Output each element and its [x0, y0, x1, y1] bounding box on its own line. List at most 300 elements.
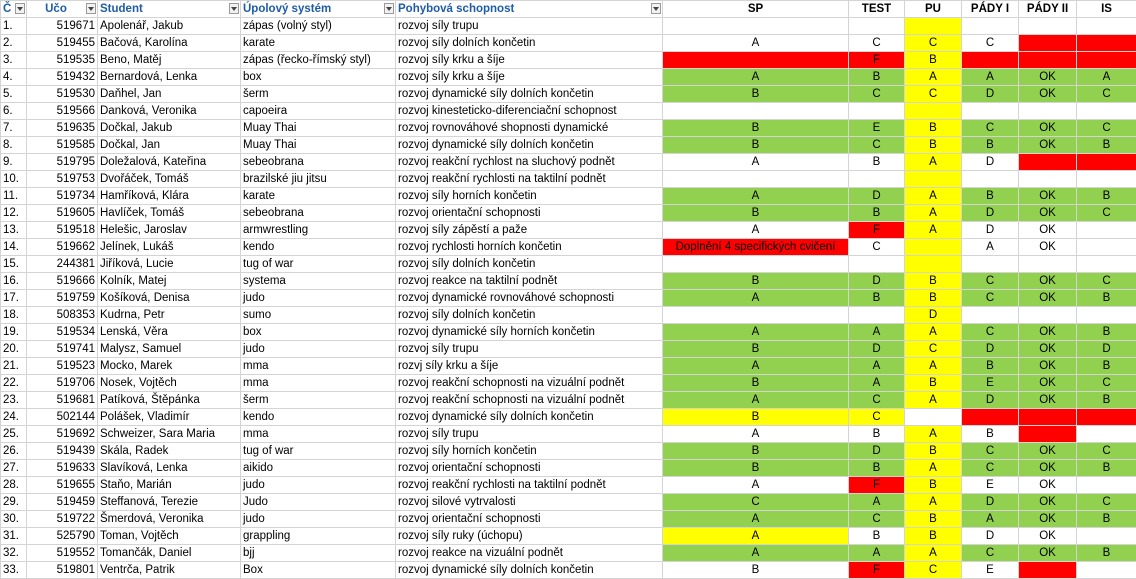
- sp-cell[interactable]: [663, 171, 849, 188]
- test-cell[interactable]: B: [849, 154, 905, 171]
- uco-cell[interactable]: 244381: [27, 256, 98, 273]
- pady-2-cell[interactable]: OK: [1019, 511, 1077, 528]
- student-cell[interactable]: Nosek, Vojtěch: [98, 375, 241, 392]
- pady-1-cell[interactable]: A: [962, 69, 1019, 86]
- is-cell[interactable]: [1077, 409, 1136, 426]
- sp-cell[interactable]: A: [663, 511, 849, 528]
- pady-2-cell[interactable]: OK: [1019, 205, 1077, 222]
- row-number-cell[interactable]: 1.: [1, 18, 27, 35]
- uco-cell[interactable]: 519518: [27, 222, 98, 239]
- upolovy-system-cell[interactable]: mma: [241, 375, 396, 392]
- pu-cell[interactable]: [905, 18, 962, 35]
- is-cell[interactable]: C: [1077, 494, 1136, 511]
- pohybova-schopnost-cell[interactable]: rozvoj síly krku a šíje: [396, 69, 663, 86]
- test-cell[interactable]: A: [849, 324, 905, 341]
- pady-2-cell[interactable]: [1019, 154, 1077, 171]
- pady-2-cell[interactable]: OK: [1019, 137, 1077, 154]
- row-number-cell[interactable]: 4.: [1, 69, 27, 86]
- test-cell[interactable]: F: [849, 477, 905, 494]
- sp-cell[interactable]: B: [663, 460, 849, 477]
- pady-1-cell[interactable]: C: [962, 273, 1019, 290]
- uco-cell[interactable]: 508353: [27, 307, 98, 324]
- pohybova-schopnost-cell[interactable]: rozvoj rychlosti horních končetin: [396, 239, 663, 256]
- row-number-cell[interactable]: 25.: [1, 426, 27, 443]
- student-cell[interactable]: Šmerdová, Veronika: [98, 511, 241, 528]
- is-cell[interactable]: B: [1077, 137, 1136, 154]
- pu-cell[interactable]: [905, 103, 962, 120]
- test-cell[interactable]: C: [849, 35, 905, 52]
- student-cell[interactable]: Dvořáček, Tomáš: [98, 171, 241, 188]
- student-cell[interactable]: Bernardová, Lenka: [98, 69, 241, 86]
- pady-1-cell[interactable]: [962, 409, 1019, 426]
- upolovy-system-cell[interactable]: box: [241, 69, 396, 86]
- uco-cell[interactable]: 519585: [27, 137, 98, 154]
- sp-cell[interactable]: A: [663, 477, 849, 494]
- pady-2-cell[interactable]: OK: [1019, 120, 1077, 137]
- uco-cell[interactable]: 519795: [27, 154, 98, 171]
- is-cell[interactable]: [1077, 256, 1136, 273]
- column-header-test[interactable]: TEST: [849, 1, 905, 18]
- is-cell[interactable]: C: [1077, 205, 1136, 222]
- uco-cell[interactable]: 519455: [27, 35, 98, 52]
- test-cell[interactable]: F: [849, 222, 905, 239]
- pady-2-cell[interactable]: OK: [1019, 239, 1077, 256]
- sp-cell[interactable]: [663, 256, 849, 273]
- pohybova-schopnost-cell[interactable]: rozvoj dynamické síly dolních končetin: [396, 137, 663, 154]
- pu-cell[interactable]: [905, 239, 962, 256]
- pohybova-schopnost-cell[interactable]: rozvoj reakční rychlosti na taktilní podnět: [396, 477, 663, 494]
- pohybova-schopnost-cell[interactable]: rozvoj síly horních končetin: [396, 443, 663, 460]
- pu-cell[interactable]: C: [905, 562, 962, 579]
- student-cell[interactable]: Havlíček, Tomáš: [98, 205, 241, 222]
- uco-cell[interactable]: 502144: [27, 409, 98, 426]
- pady-1-cell[interactable]: C: [962, 460, 1019, 477]
- filter-dropdown-icon[interactable]: [86, 3, 96, 14]
- student-cell[interactable]: Apolenář, Jakub: [98, 18, 241, 35]
- row-number-cell[interactable]: 29.: [1, 494, 27, 511]
- pady-1-cell[interactable]: D: [962, 494, 1019, 511]
- pohybova-schopnost-cell[interactable]: rozvoj dynamické síly dolních končetin: [396, 86, 663, 103]
- uco-cell[interactable]: 519432: [27, 69, 98, 86]
- row-number-cell[interactable]: 22.: [1, 375, 27, 392]
- pady-2-cell[interactable]: [1019, 426, 1077, 443]
- is-cell[interactable]: B: [1077, 460, 1136, 477]
- row-number-cell[interactable]: 10.: [1, 171, 27, 188]
- upolovy-system-cell[interactable]: bjj: [241, 545, 396, 562]
- pady-2-cell[interactable]: OK: [1019, 477, 1077, 494]
- pady-1-cell[interactable]: A: [962, 239, 1019, 256]
- sp-cell[interactable]: B: [663, 205, 849, 222]
- test-cell[interactable]: D: [849, 341, 905, 358]
- is-cell[interactable]: [1077, 307, 1136, 324]
- sp-cell[interactable]: [663, 103, 849, 120]
- pady-2-cell[interactable]: OK: [1019, 188, 1077, 205]
- sp-cell[interactable]: B: [663, 137, 849, 154]
- pady-2-cell[interactable]: OK: [1019, 86, 1077, 103]
- pu-cell[interactable]: D: [905, 307, 962, 324]
- uco-cell[interactable]: 519633: [27, 460, 98, 477]
- student-cell[interactable]: Mocko, Marek: [98, 358, 241, 375]
- test-cell[interactable]: C: [849, 137, 905, 154]
- pu-cell[interactable]: A: [905, 392, 962, 409]
- pu-cell[interactable]: B: [905, 375, 962, 392]
- is-cell[interactable]: B: [1077, 392, 1136, 409]
- pohybova-schopnost-cell[interactable]: rozvoj reakční rychlosti na taktilní podnět: [396, 171, 663, 188]
- pady-2-cell[interactable]: OK: [1019, 69, 1077, 86]
- row-number-cell[interactable]: 17.: [1, 290, 27, 307]
- sp-cell[interactable]: B: [663, 120, 849, 137]
- pohybova-schopnost-cell[interactable]: rozvoj dynamické síly horních končetin: [396, 324, 663, 341]
- pady-2-cell[interactable]: [1019, 18, 1077, 35]
- upolovy-system-cell[interactable]: judo: [241, 477, 396, 494]
- test-cell[interactable]: [849, 18, 905, 35]
- upolovy-system-cell[interactable]: aikido: [241, 460, 396, 477]
- is-cell[interactable]: [1077, 562, 1136, 579]
- row-number-cell[interactable]: 28.: [1, 477, 27, 494]
- pohybova-schopnost-cell[interactable]: rozvoj kinesteticko-diferenciační schopnost: [396, 103, 663, 120]
- sp-cell[interactable]: [663, 307, 849, 324]
- upolovy-system-cell[interactable]: sebeobrana: [241, 205, 396, 222]
- sp-cell[interactable]: A: [663, 290, 849, 307]
- pohybova-schopnost-cell[interactable]: rozvj síly krku a šíje: [396, 358, 663, 375]
- upolovy-system-cell[interactable]: sebeobrana: [241, 154, 396, 171]
- pady-2-cell[interactable]: [1019, 171, 1077, 188]
- student-cell[interactable]: Slavíková, Lenka: [98, 460, 241, 477]
- test-cell[interactable]: A: [849, 545, 905, 562]
- upolovy-system-cell[interactable]: judo: [241, 341, 396, 358]
- filter-dropdown-icon[interactable]: [384, 3, 394, 14]
- pu-cell[interactable]: B: [905, 52, 962, 69]
- sp-cell[interactable]: B: [663, 443, 849, 460]
- pohybova-schopnost-cell[interactable]: rozvoj síly trupu: [396, 341, 663, 358]
- test-cell[interactable]: [849, 103, 905, 120]
- row-number-cell[interactable]: 23.: [1, 392, 27, 409]
- pady-1-cell[interactable]: [962, 18, 1019, 35]
- pady-2-cell[interactable]: OK: [1019, 273, 1077, 290]
- is-cell[interactable]: [1077, 477, 1136, 494]
- test-cell[interactable]: C: [849, 86, 905, 103]
- uco-cell[interactable]: 519759: [27, 290, 98, 307]
- uco-cell[interactable]: 519439: [27, 443, 98, 460]
- sp-cell[interactable]: B: [663, 409, 849, 426]
- pohybova-schopnost-cell[interactable]: rozvoj silové vytrvalosti: [396, 494, 663, 511]
- upolovy-system-cell[interactable]: Box: [241, 562, 396, 579]
- student-cell[interactable]: Ventrča, Patrik: [98, 562, 241, 579]
- uco-cell[interactable]: 519552: [27, 545, 98, 562]
- pady-1-cell[interactable]: [962, 103, 1019, 120]
- pu-cell[interactable]: C: [905, 86, 962, 103]
- pady-1-cell[interactable]: C: [962, 120, 1019, 137]
- pohybova-schopnost-cell[interactable]: rozvoj dynamické síly dolních končetin: [396, 409, 663, 426]
- sp-cell[interactable]: A: [663, 69, 849, 86]
- pady-2-cell[interactable]: OK: [1019, 375, 1077, 392]
- sp-cell[interactable]: [663, 52, 849, 69]
- pady-1-cell[interactable]: B: [962, 426, 1019, 443]
- student-cell[interactable]: Helešic, Jaroslav: [98, 222, 241, 239]
- pady-1-cell[interactable]: C: [962, 443, 1019, 460]
- pu-cell[interactable]: B: [905, 511, 962, 528]
- test-cell[interactable]: C: [849, 511, 905, 528]
- pady-1-cell[interactable]: C: [962, 545, 1019, 562]
- upolovy-system-cell[interactable]: kendo: [241, 409, 396, 426]
- pu-cell[interactable]: [905, 409, 962, 426]
- uco-cell[interactable]: 519801: [27, 562, 98, 579]
- sp-cell[interactable]: B: [663, 562, 849, 579]
- sp-cell[interactable]: C: [663, 494, 849, 511]
- test-cell[interactable]: [849, 256, 905, 273]
- pohybova-schopnost-cell[interactable]: rozvoj reakční rychlost na sluchový podnět: [396, 154, 663, 171]
- upolovy-system-cell[interactable]: mma: [241, 426, 396, 443]
- is-cell[interactable]: [1077, 239, 1136, 256]
- pohybova-schopnost-cell[interactable]: rozvoj síly zápěstí a paže: [396, 222, 663, 239]
- student-cell[interactable]: Skála, Radek: [98, 443, 241, 460]
- pu-cell[interactable]: B: [905, 120, 962, 137]
- pady-1-cell[interactable]: C: [962, 290, 1019, 307]
- row-number-cell[interactable]: 21.: [1, 358, 27, 375]
- pady-2-cell[interactable]: [1019, 307, 1077, 324]
- upolovy-system-cell[interactable]: tug of war: [241, 443, 396, 460]
- row-number-cell[interactable]: 8.: [1, 137, 27, 154]
- column-header-number[interactable]: [1, 1, 27, 18]
- column-header-sp[interactable]: SP: [663, 1, 849, 18]
- upolovy-system-cell[interactable]: capoeira: [241, 103, 396, 120]
- sp-cell[interactable]: Doplnění 4 specifických cvičení: [663, 239, 849, 256]
- student-cell[interactable]: Steffanová, Terezie: [98, 494, 241, 511]
- is-cell[interactable]: B: [1077, 188, 1136, 205]
- sp-cell[interactable]: A: [663, 528, 849, 545]
- is-cell[interactable]: [1077, 528, 1136, 545]
- upolovy-system-cell[interactable]: judo: [241, 511, 396, 528]
- sp-cell[interactable]: A: [663, 154, 849, 171]
- upolovy-system-cell[interactable]: mma: [241, 358, 396, 375]
- row-number-cell[interactable]: 19.: [1, 324, 27, 341]
- test-cell[interactable]: [849, 171, 905, 188]
- row-number-cell[interactable]: 18.: [1, 307, 27, 324]
- pady-1-cell[interactable]: D: [962, 528, 1019, 545]
- test-cell[interactable]: C: [849, 392, 905, 409]
- uco-cell[interactable]: 519605: [27, 205, 98, 222]
- pohybova-schopnost-cell[interactable]: rozvoj dynamické síly dolních končetin: [396, 562, 663, 579]
- pady-2-cell[interactable]: [1019, 35, 1077, 52]
- sp-cell[interactable]: A: [663, 222, 849, 239]
- upolovy-system-cell[interactable]: zápas (řecko-římský styl): [241, 52, 396, 69]
- upolovy-system-cell[interactable]: grappling: [241, 528, 396, 545]
- pohybova-schopnost-cell[interactable]: rozvoj síly trupu: [396, 18, 663, 35]
- column-header-is[interactable]: IS: [1077, 1, 1136, 18]
- pady-1-cell[interactable]: D: [962, 392, 1019, 409]
- sp-cell[interactable]: A: [663, 426, 849, 443]
- uco-cell[interactable]: 525790: [27, 528, 98, 545]
- upolovy-system-cell[interactable]: Muay Thai: [241, 137, 396, 154]
- uco-cell[interactable]: 519692: [27, 426, 98, 443]
- uco-cell[interactable]: 519753: [27, 171, 98, 188]
- upolovy-system-cell[interactable]: karate: [241, 188, 396, 205]
- column-header-student[interactable]: [98, 1, 241, 18]
- pu-cell[interactable]: B: [905, 137, 962, 154]
- filter-dropdown-icon[interactable]: [651, 3, 661, 14]
- pohybova-schopnost-cell[interactable]: rozvoj rovnováhové shopnosti dynamické: [396, 120, 663, 137]
- row-number-cell[interactable]: 30.: [1, 511, 27, 528]
- pady-1-cell[interactable]: D: [962, 154, 1019, 171]
- pu-cell[interactable]: A: [905, 460, 962, 477]
- is-cell[interactable]: C: [1077, 273, 1136, 290]
- pu-cell[interactable]: A: [905, 188, 962, 205]
- column-header-upolovy-system[interactable]: [241, 1, 396, 18]
- row-number-cell[interactable]: 2.: [1, 35, 27, 52]
- test-cell[interactable]: C: [849, 409, 905, 426]
- pady-2-cell[interactable]: [1019, 562, 1077, 579]
- uco-cell[interactable]: 519566: [27, 103, 98, 120]
- is-cell[interactable]: [1077, 18, 1136, 35]
- pady-1-cell[interactable]: [962, 307, 1019, 324]
- pady-1-cell[interactable]: B: [962, 188, 1019, 205]
- is-cell[interactable]: C: [1077, 375, 1136, 392]
- pohybova-schopnost-cell[interactable]: rozvoj reakční schopnosti na vizuální podnět: [396, 375, 663, 392]
- is-cell[interactable]: [1077, 426, 1136, 443]
- pady-2-cell[interactable]: OK: [1019, 443, 1077, 460]
- pohybova-schopnost-cell[interactable]: rozvoj síly horních končetin: [396, 188, 663, 205]
- row-number-cell[interactable]: 20.: [1, 341, 27, 358]
- student-cell[interactable]: Hamříková, Klára: [98, 188, 241, 205]
- pady-2-cell[interactable]: OK: [1019, 528, 1077, 545]
- pady-1-cell[interactable]: C: [962, 324, 1019, 341]
- pu-cell[interactable]: A: [905, 154, 962, 171]
- pady-2-cell[interactable]: OK: [1019, 460, 1077, 477]
- row-number-cell[interactable]: 27.: [1, 460, 27, 477]
- pohybova-schopnost-cell[interactable]: rozvoj reakční schopnosti na vizuální podnět: [396, 392, 663, 409]
- test-cell[interactable]: B: [849, 205, 905, 222]
- student-cell[interactable]: Košíková, Denisa: [98, 290, 241, 307]
- sp-cell[interactable]: B: [663, 375, 849, 392]
- is-cell[interactable]: B: [1077, 511, 1136, 528]
- test-cell[interactable]: C: [849, 239, 905, 256]
- sp-cell[interactable]: A: [663, 188, 849, 205]
- column-header-uco[interactable]: [27, 1, 98, 18]
- upolovy-system-cell[interactable]: šerm: [241, 392, 396, 409]
- uco-cell[interactable]: 519671: [27, 18, 98, 35]
- upolovy-system-cell[interactable]: zápas (volný styl): [241, 18, 396, 35]
- pady-2-cell[interactable]: OK: [1019, 324, 1077, 341]
- student-cell[interactable]: Doležalová, Kateřina: [98, 154, 241, 171]
- student-cell[interactable]: Lenská, Věra: [98, 324, 241, 341]
- row-number-cell[interactable]: 33.: [1, 562, 27, 579]
- sp-cell[interactable]: B: [663, 86, 849, 103]
- column-header-pu[interactable]: PU: [905, 1, 962, 18]
- pady-1-cell[interactable]: [962, 171, 1019, 188]
- pu-cell[interactable]: C: [905, 35, 962, 52]
- student-cell[interactable]: Tomančák, Daniel: [98, 545, 241, 562]
- student-cell[interactable]: Staňo, Marián: [98, 477, 241, 494]
- column-header-pady-1[interactable]: PÁDY I: [962, 1, 1019, 18]
- row-number-cell[interactable]: 26.: [1, 443, 27, 460]
- is-cell[interactable]: [1077, 35, 1136, 52]
- pohybova-schopnost-cell[interactable]: rozvoj orientační schopnosti: [396, 460, 663, 477]
- is-cell[interactable]: C: [1077, 86, 1136, 103]
- pu-cell[interactable]: [905, 256, 962, 273]
- column-header-pohybova-schopnost[interactable]: [396, 1, 663, 18]
- is-cell[interactable]: C: [1077, 120, 1136, 137]
- test-cell[interactable]: F: [849, 52, 905, 69]
- test-cell[interactable]: D: [849, 273, 905, 290]
- row-number-cell[interactable]: 32.: [1, 545, 27, 562]
- sp-cell[interactable]: A: [663, 324, 849, 341]
- column-header-pady-2[interactable]: PÁDY II: [1019, 1, 1077, 18]
- student-cell[interactable]: Daňhel, Jan: [98, 86, 241, 103]
- pu-cell[interactable]: A: [905, 494, 962, 511]
- test-cell[interactable]: B: [849, 460, 905, 477]
- test-cell[interactable]: F: [849, 562, 905, 579]
- uco-cell[interactable]: 519706: [27, 375, 98, 392]
- row-number-cell[interactable]: 15.: [1, 256, 27, 273]
- row-number-cell[interactable]: 31.: [1, 528, 27, 545]
- test-cell[interactable]: D: [849, 443, 905, 460]
- pady-1-cell[interactable]: E: [962, 562, 1019, 579]
- pohybova-schopnost-cell[interactable]: rozvoj síly krku a šíje: [396, 52, 663, 69]
- is-cell[interactable]: B: [1077, 358, 1136, 375]
- pady-1-cell[interactable]: D: [962, 222, 1019, 239]
- student-cell[interactable]: Jiříková, Lucie: [98, 256, 241, 273]
- pohybova-schopnost-cell[interactable]: rozvoj síly trupu: [396, 426, 663, 443]
- pu-cell[interactable]: B: [905, 273, 962, 290]
- row-number-cell[interactable]: 7.: [1, 120, 27, 137]
- pady-2-cell[interactable]: OK: [1019, 392, 1077, 409]
- pady-2-cell[interactable]: [1019, 409, 1077, 426]
- upolovy-system-cell[interactable]: šerm: [241, 86, 396, 103]
- pohybova-schopnost-cell[interactable]: rozvoj reakce na taktilní podnět: [396, 273, 663, 290]
- pu-cell[interactable]: A: [905, 205, 962, 222]
- pohybova-schopnost-cell[interactable]: rozvoj síly dolních končetin: [396, 307, 663, 324]
- pady-1-cell[interactable]: D: [962, 86, 1019, 103]
- pu-cell[interactable]: A: [905, 426, 962, 443]
- is-cell[interactable]: D: [1077, 341, 1136, 358]
- pu-cell[interactable]: A: [905, 222, 962, 239]
- uco-cell[interactable]: 519459: [27, 494, 98, 511]
- uco-cell[interactable]: 519530: [27, 86, 98, 103]
- is-cell[interactable]: B: [1077, 545, 1136, 562]
- pady-2-cell[interactable]: [1019, 256, 1077, 273]
- student-cell[interactable]: Toman, Vojtěch: [98, 528, 241, 545]
- test-cell[interactable]: A: [849, 358, 905, 375]
- student-cell[interactable]: Dočkal, Jakub: [98, 120, 241, 137]
- student-cell[interactable]: Malysz, Samuel: [98, 341, 241, 358]
- sp-cell[interactable]: A: [663, 392, 849, 409]
- uco-cell[interactable]: 519655: [27, 477, 98, 494]
- filter-dropdown-icon[interactable]: [15, 3, 25, 14]
- pohybova-schopnost-cell[interactable]: rozvoj dynamické rovnováhové schopnosti: [396, 290, 663, 307]
- test-cell[interactable]: B: [849, 426, 905, 443]
- uco-cell[interactable]: 519523: [27, 358, 98, 375]
- is-cell[interactable]: [1077, 103, 1136, 120]
- pu-cell[interactable]: [905, 171, 962, 188]
- sp-cell[interactable]: A: [663, 35, 849, 52]
- uco-cell[interactable]: 519734: [27, 188, 98, 205]
- test-cell[interactable]: D: [849, 188, 905, 205]
- upolovy-system-cell[interactable]: kendo: [241, 239, 396, 256]
- pady-2-cell[interactable]: OK: [1019, 545, 1077, 562]
- row-number-cell[interactable]: 12.: [1, 205, 27, 222]
- row-number-cell[interactable]: 3.: [1, 52, 27, 69]
- upolovy-system-cell[interactable]: Judo: [241, 494, 396, 511]
- upolovy-system-cell[interactable]: karate: [241, 35, 396, 52]
- pady-2-cell[interactable]: OK: [1019, 290, 1077, 307]
- pady-1-cell[interactable]: E: [962, 477, 1019, 494]
- pady-1-cell[interactable]: [962, 256, 1019, 273]
- pady-1-cell[interactable]: [962, 52, 1019, 69]
- student-cell[interactable]: Polášek, Vladimír: [98, 409, 241, 426]
- row-number-cell[interactable]: 16.: [1, 273, 27, 290]
- student-cell[interactable]: Danková, Veronika: [98, 103, 241, 120]
- uco-cell[interactable]: 519666: [27, 273, 98, 290]
